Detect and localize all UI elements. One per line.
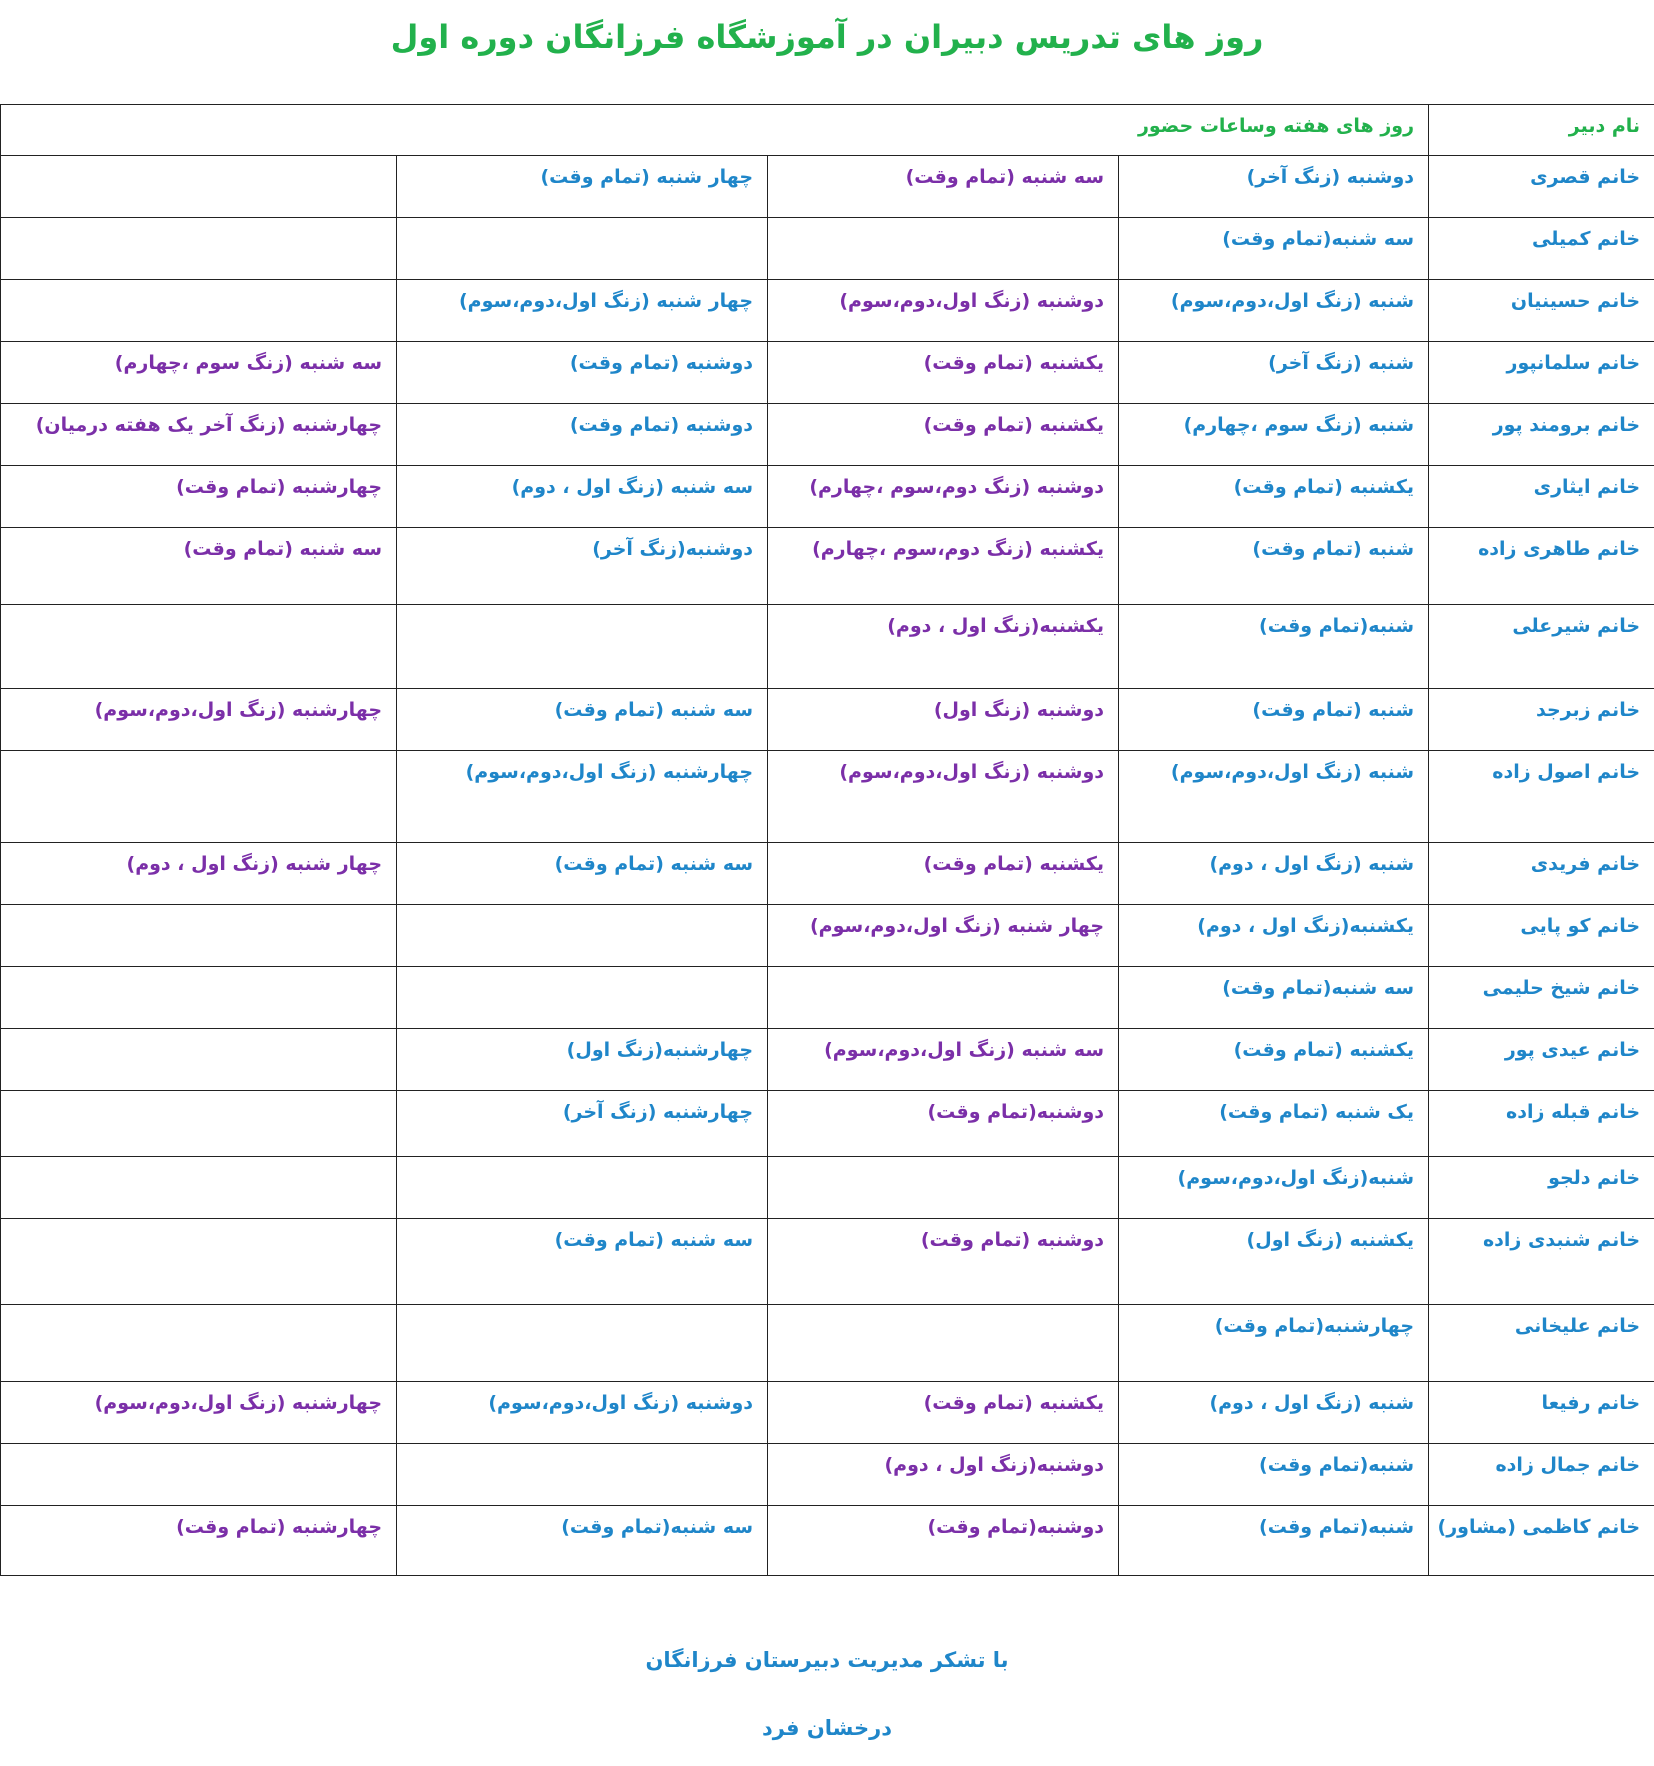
table-row [1, 528, 1654, 605]
schedule-day-cell: سه شنبه(تمام وقت) [1119, 218, 1429, 280]
schedule-day-cell: دوشنبه (زنگ اول،دوم،سوم) [397, 1382, 768, 1444]
footer-signature: درخشان فرد [761, 1716, 893, 1740]
schedule-day-cell: سه شنبه (تمام وقت) [397, 1219, 768, 1305]
schedule-day-cell: دوشنبه (زنگ اول) [768, 689, 1119, 751]
teacher-name-cell: خانم عیدی پور [1429, 1029, 1654, 1091]
header-weekdays-hours: روز های هفته وساعات حضور [1, 105, 1429, 156]
table-row [1, 1219, 1654, 1305]
schedule-day-cell: سه شنبه(تمام وقت) [397, 1506, 768, 1576]
table-row [1, 689, 1654, 751]
schedule-day-cell: چهارشنبه (زنگ اول،دوم،سوم) [397, 751, 768, 843]
schedule-day-cell: دوشنبه(تمام وقت) [768, 1506, 1119, 1576]
schedule-day-cell: یکشنبه (تمام وقت) [1119, 466, 1429, 528]
table-body [1, 156, 1654, 1576]
schedule-day-cell [1, 156, 397, 218]
schedule-day-cell: چهار شنبه (زنگ اول،دوم،سوم) [768, 905, 1119, 967]
schedule-day-cell: شنبه (زنگ آخر) [1119, 342, 1429, 404]
schedule-day-cell [1, 905, 397, 967]
table-row [1, 843, 1654, 905]
schedule-day-cell: شنبه(زنگ اول،دوم،سوم) [1119, 1157, 1429, 1219]
table-row [1, 1444, 1654, 1506]
teacher-name-cell: خانم علیخانی [1429, 1305, 1654, 1382]
header-teacher-name: نام دبیر [1429, 105, 1654, 156]
schedule-day-cell: چهارشنبه (تمام وقت) [1, 466, 397, 528]
teacher-name-cell: خانم زبرجد [1429, 689, 1654, 751]
schedule-day-cell [1, 967, 397, 1029]
schedule-day-cell [1, 1219, 397, 1305]
teacher-name-cell: خانم کمیلی [1429, 218, 1654, 280]
schedule-day-cell [397, 967, 768, 1029]
teacher-name-cell: خانم شیخ حلیمی [1429, 967, 1654, 1029]
table-row [1, 342, 1654, 404]
schedule-day-cell: چهارشنبه (زنگ اول،دوم،سوم) [1, 689, 397, 751]
table-row [1, 751, 1654, 843]
schedule-day-cell: یکشنبه (تمام وقت) [1119, 1029, 1429, 1091]
schedule-day-cell: چهارشنبه(تمام وقت) [1119, 1305, 1429, 1382]
schedule-day-cell [1, 1305, 397, 1382]
schedule-day-cell: دوشنبه(زنگ آخر) [397, 528, 768, 605]
table-row [1, 1029, 1654, 1091]
schedule-day-cell: چهارشنبه (زنگ اول،دوم،سوم) [1, 1382, 397, 1444]
table-row [1, 967, 1654, 1029]
table-row [1, 280, 1654, 342]
table-row [1, 1091, 1654, 1157]
schedule-day-cell: دوشنبه (تمام وقت) [768, 1219, 1119, 1305]
table-row [1, 1506, 1654, 1576]
table-header-row [1, 105, 1654, 156]
schedule-day-cell [1, 1091, 397, 1157]
teacher-name-cell: خانم فریدی [1429, 843, 1654, 905]
schedule-day-cell: دوشنبه(زنگ اول ، دوم) [768, 1444, 1119, 1506]
teacher-name-cell: خانم ایثاری [1429, 466, 1654, 528]
schedule-day-cell [397, 1444, 768, 1506]
schedule-day-cell [397, 218, 768, 280]
schedule-day-cell: یکشنبه (زنگ دوم،سوم ،چهارم) [768, 528, 1119, 605]
table-row [1, 605, 1654, 689]
schedule-day-cell: یکشنبه (تمام وقت) [768, 404, 1119, 466]
schedule-day-cell: یکشنبه(زنگ اول ، دوم) [1119, 905, 1429, 967]
schedule-day-cell: یکشنبه (زنگ اول) [1119, 1219, 1429, 1305]
schedule-day-cell: سه شنبه(تمام وقت) [1119, 967, 1429, 1029]
schedule-day-cell: یک شنبه (تمام وقت) [1119, 1091, 1429, 1157]
schedule-day-cell: چهارشنبه(زنگ اول) [397, 1029, 768, 1091]
schedule-day-cell: دوشنبه (تمام وقت) [397, 342, 768, 404]
table-row [1, 1305, 1654, 1382]
table-row [1, 218, 1654, 280]
schedule-day-cell: یکشنبه (تمام وقت) [768, 342, 1119, 404]
schedule-day-cell: سه شنبه (تمام وقت) [397, 689, 768, 751]
schedule-day-cell [397, 1157, 768, 1219]
teacher-name-cell: خانم کاظمی (مشاور) [1429, 1506, 1654, 1576]
teacher-name-cell: خانم برومند پور [1429, 404, 1654, 466]
schedule-day-cell [768, 218, 1119, 280]
teacher-name-cell: خانم طاهری زاده [1429, 528, 1654, 605]
schedule-day-cell [397, 905, 768, 967]
table-row [1, 156, 1654, 218]
teacher-name-cell: خانم رفیعا [1429, 1382, 1654, 1444]
schedule-day-cell: دوشنبه (زنگ دوم،سوم ،چهارم) [768, 466, 1119, 528]
teacher-name-cell: خانم شنبدی زاده [1429, 1219, 1654, 1305]
schedule-day-cell: یکشنبه (تمام وقت) [768, 843, 1119, 905]
schedule-day-cell: شنبه (زنگ اول ، دوم) [1119, 843, 1429, 905]
schedule-day-cell [1, 280, 397, 342]
schedule-day-cell [768, 967, 1119, 1029]
teacher-schedule-table [0, 104, 1654, 1576]
schedule-day-cell: دوشنبه (زنگ آخر) [1119, 156, 1429, 218]
page-title: روز های تدریس دبیران در آموزشگاه فرزانگان دوره اول [390, 18, 1264, 56]
schedule-day-cell: چهار شنبه (تمام وقت) [397, 156, 768, 218]
schedule-day-cell: شنبه(تمام وقت) [1119, 605, 1429, 689]
footer-thanks: با تشکر مدیریت دبیرستان فرزانگان [645, 1648, 1009, 1672]
teacher-name-cell: خانم حسینیان [1429, 280, 1654, 342]
schedule-day-cell: شنبه(تمام وقت) [1119, 1506, 1429, 1576]
schedule-day-cell: شنبه (تمام وقت) [1119, 528, 1429, 605]
schedule-day-cell: دوشنبه(تمام وقت) [768, 1091, 1119, 1157]
schedule-day-cell [1, 1444, 397, 1506]
schedule-day-cell: شنبه (زنگ اول،دوم،سوم) [1119, 751, 1429, 843]
schedule-day-cell: شنبه(تمام وقت) [1119, 1444, 1429, 1506]
schedule-day-cell [1, 1157, 397, 1219]
teacher-name-cell: خانم کو پایی [1429, 905, 1654, 967]
schedule-day-cell: شنبه (زنگ سوم ،چهارم) [1119, 404, 1429, 466]
schedule-day-cell: یکشنبه (تمام وقت) [768, 1382, 1119, 1444]
table-row [1, 466, 1654, 528]
schedule-day-cell: سه شنبه (تمام وقت) [397, 843, 768, 905]
schedule-day-cell: چهار شنبه (زنگ اول ، دوم) [1, 843, 397, 905]
schedule-day-cell: شنبه (تمام وقت) [1119, 689, 1429, 751]
teacher-name-cell: خانم جمال زاده [1429, 1444, 1654, 1506]
schedule-day-cell: دوشنبه (زنگ اول،دوم،سوم) [768, 751, 1119, 843]
table-row [1, 1382, 1654, 1444]
teacher-name-cell: خانم اصول زاده [1429, 751, 1654, 843]
table-row [1, 905, 1654, 967]
schedule-day-cell [397, 1305, 768, 1382]
schedule-day-cell: دوشنبه (تمام وقت) [397, 404, 768, 466]
schedule-day-cell: سه شنبه (زنگ سوم ،چهارم) [1, 342, 397, 404]
teacher-name-cell: خانم شیرعلی [1429, 605, 1654, 689]
schedule-day-cell [768, 1157, 1119, 1219]
schedule-day-cell: چهار شنبه (زنگ اول،دوم،سوم) [397, 280, 768, 342]
teacher-name-cell: خانم قصری [1429, 156, 1654, 218]
schedule-day-cell [1, 751, 397, 843]
teacher-name-cell: خانم قبله زاده [1429, 1091, 1654, 1157]
schedule-day-cell: شنبه (زنگ اول ، دوم) [1119, 1382, 1429, 1444]
schedule-day-cell: سه شنبه (تمام وقت) [768, 156, 1119, 218]
schedule-day-cell: چهارشنبه (زنگ آخر) [397, 1091, 768, 1157]
table-row [1, 404, 1654, 466]
schedule-day-cell: چهارشنبه (زنگ آخر یک هفته درمیان) [1, 404, 397, 466]
schedule-day-cell: سه شنبه (زنگ اول ، دوم) [397, 466, 768, 528]
teacher-name-cell: خانم دلجو [1429, 1157, 1654, 1219]
schedule-day-cell: دوشنبه (زنگ اول،دوم،سوم) [768, 280, 1119, 342]
schedule-day-cell [1, 605, 397, 689]
schedule-day-cell: شنبه (زنگ اول،دوم،سوم) [1119, 280, 1429, 342]
schedule-day-cell: سه شنبه (زنگ اول،دوم،سوم) [768, 1029, 1119, 1091]
schedule-day-cell: سه شنبه (تمام وقت) [1, 528, 397, 605]
schedule-day-cell [1, 218, 397, 280]
schedule-day-cell: یکشنبه(زنگ اول ، دوم) [768, 605, 1119, 689]
table-row [1, 1157, 1654, 1219]
schedule-day-cell: چهارشنبه (تمام وقت) [1, 1506, 397, 1576]
schedule-day-cell [1, 1029, 397, 1091]
schedule-day-cell [768, 1305, 1119, 1382]
teacher-name-cell: خانم سلمانپور [1429, 342, 1654, 404]
schedule-day-cell [397, 605, 768, 689]
